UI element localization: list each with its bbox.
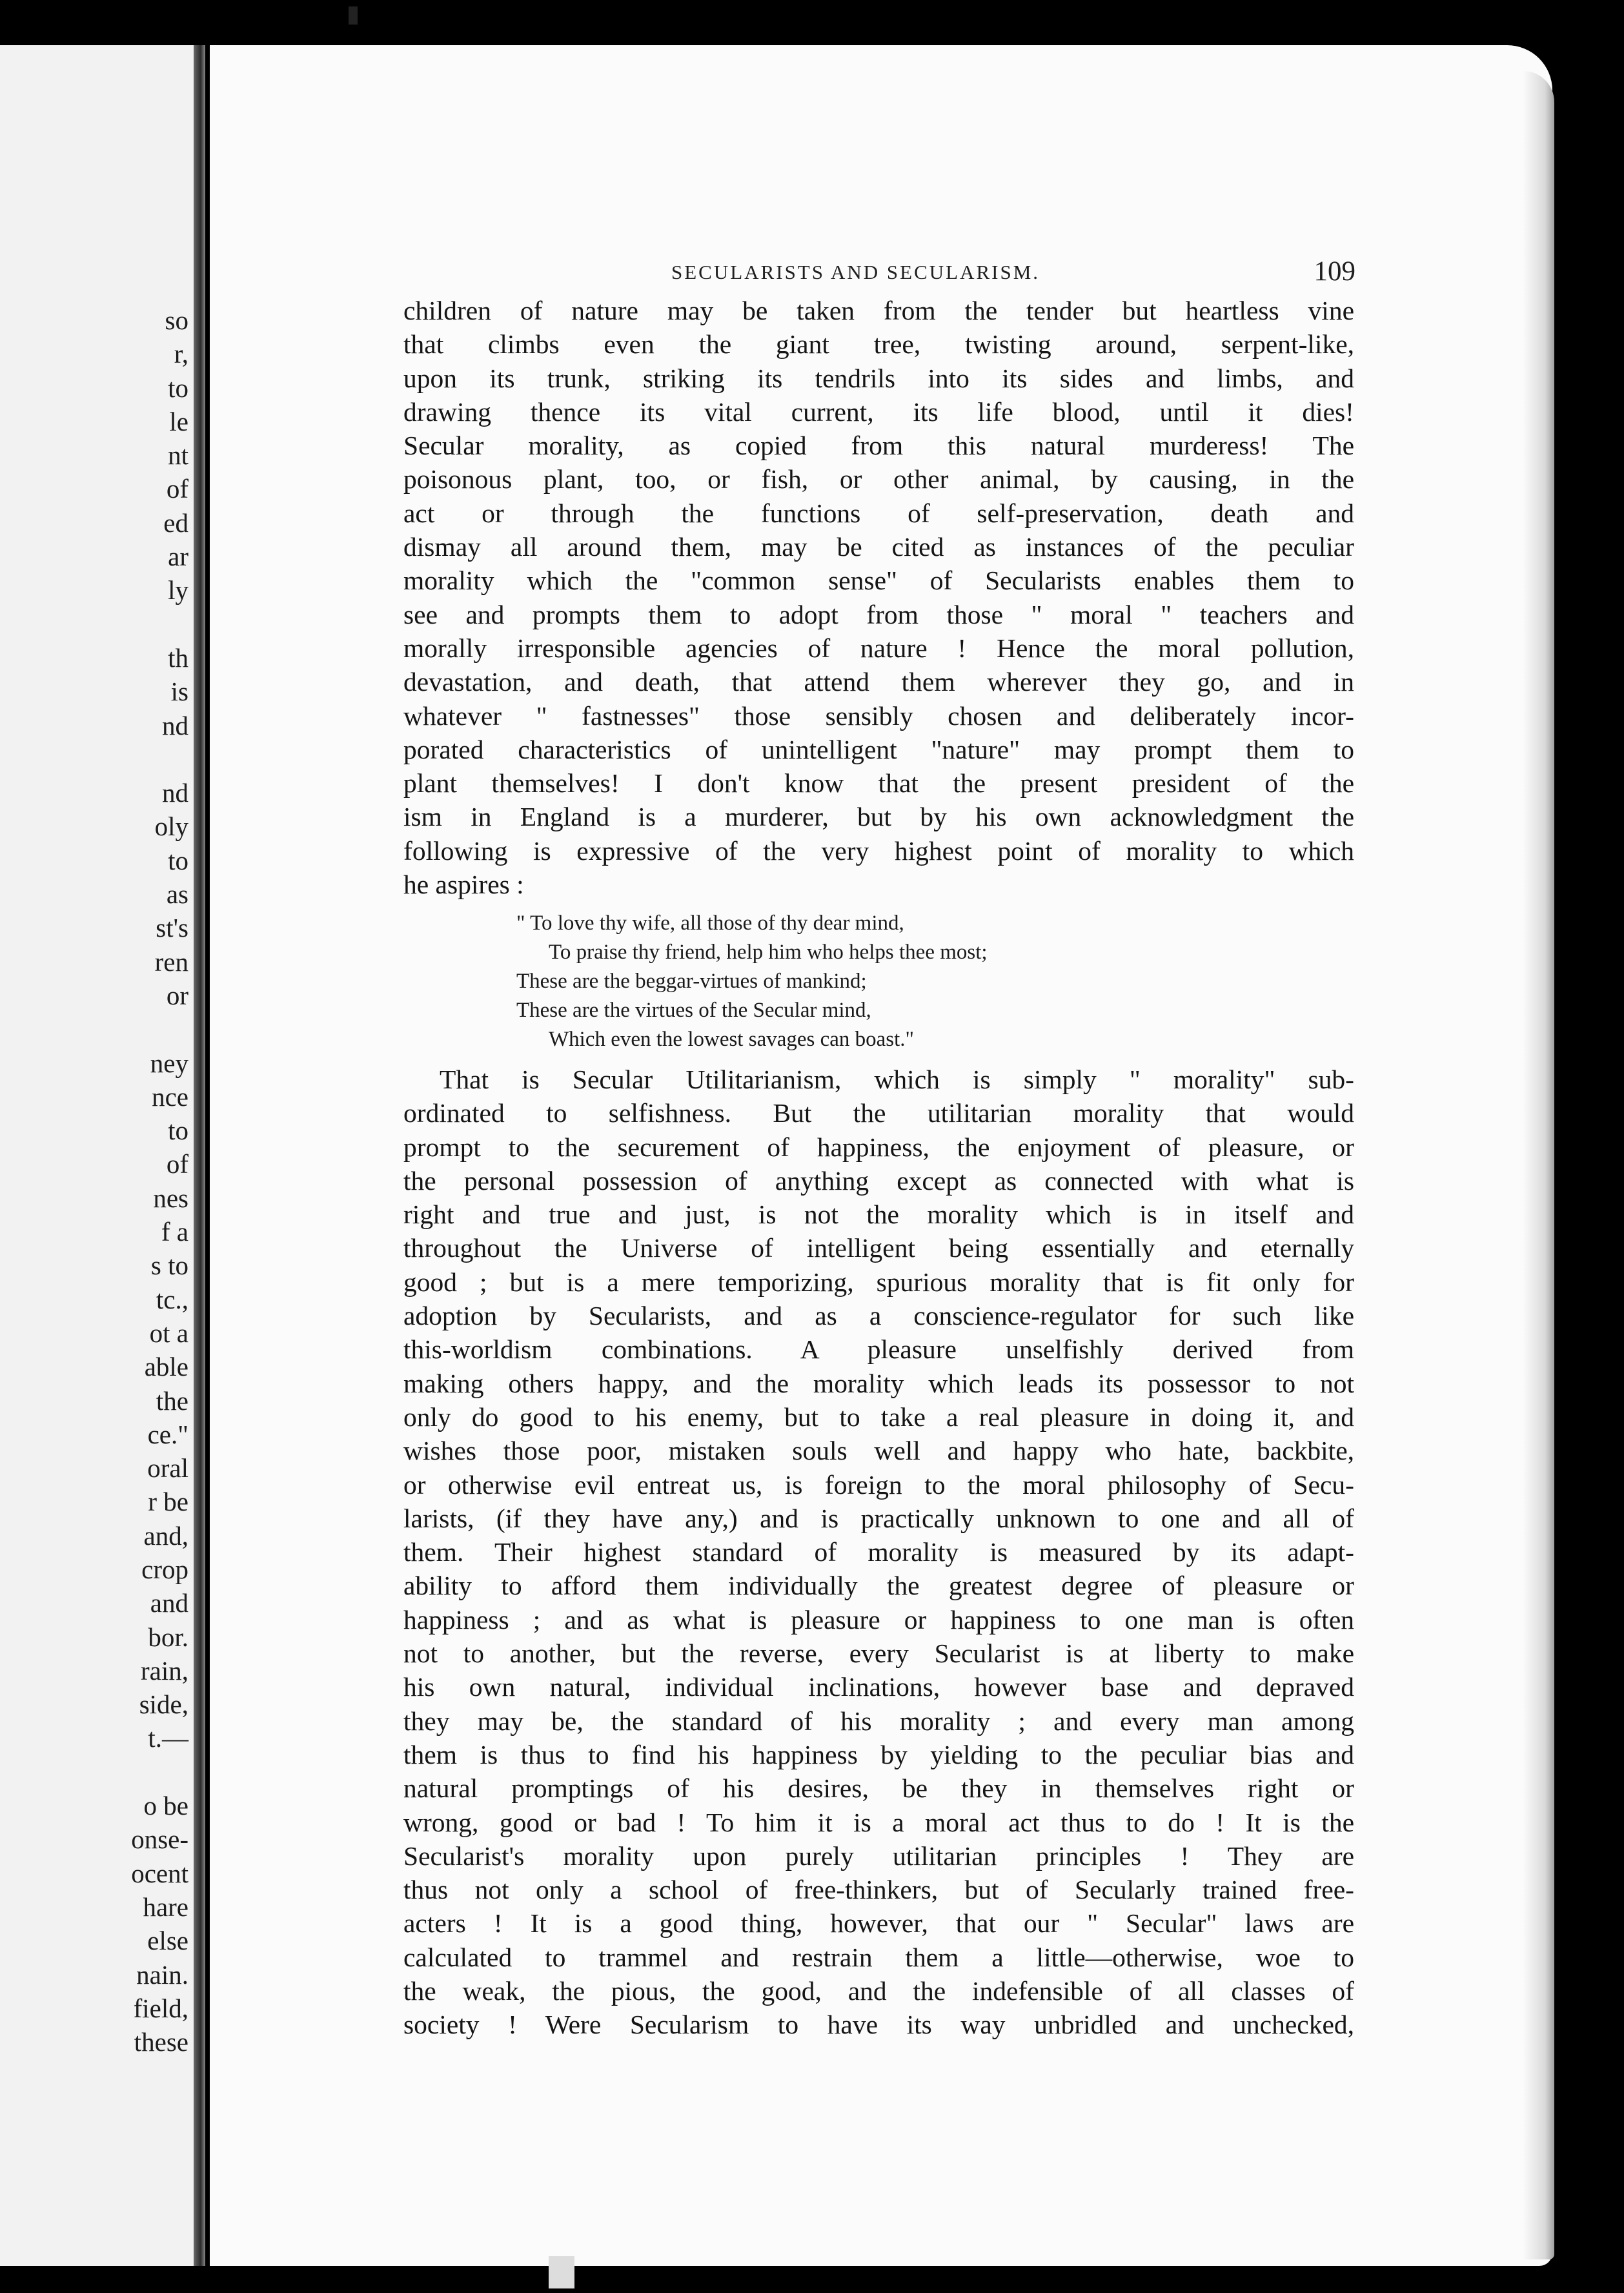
text-line: society ! Were Secularism to have its way unbridled and unchecked,: [403, 2010, 1354, 2040]
text-line: good ; but is a mere temporizing, spurious morality that is fit only for: [403, 1267, 1354, 1297]
text-line: ocent: [131, 1858, 188, 1888]
text-line: else: [147, 1926, 188, 1956]
text-line: That is Secular Utilitarianism, which is simply " morality" sub-: [440, 1065, 1354, 1094]
text-line: ce.": [147, 1419, 188, 1449]
text-line: [0, 607, 194, 641]
text-line: children of nature may be taken from the tender but heartless vine: [403, 296, 1354, 325]
text-line: his own natural, individual inclinations, however base and depraved: [403, 1672, 1354, 1702]
verse-line: These are the virtues of the Secular mind,: [516, 999, 871, 1022]
text-line: ability to afford them individually the greatest degree of pleasure or: [403, 1571, 1354, 1601]
text-line: devastation, and death, that attend them wherever they go, and in: [403, 667, 1354, 697]
scan-speck: [349, 6, 358, 25]
text-line: and,: [143, 1520, 188, 1551]
left-page-text: [0, 303, 194, 2059]
text-line: hare: [143, 1891, 188, 1922]
paragraph-2: [403, 1063, 1354, 2042]
text-line: as: [166, 879, 188, 910]
text-line: ordinated to selfishness. But the utilitarian morality that would: [403, 1098, 1354, 1128]
paragraph-1: [403, 294, 1354, 901]
text-line: following is expressive of the very highest point of morality to which: [403, 835, 1354, 866]
book-gutter: [194, 45, 205, 2266]
text-line: Secularist's morality upon purely utilitarian principles ! They are: [403, 1840, 1354, 1871]
text-line: calculated to trammel and restrain them a little—otherwise, woe to: [403, 1942, 1354, 1972]
text-line: nd: [162, 710, 188, 740]
text-line: wishes those poor, mistaken souls well and happy who hate, backbite,: [403, 1436, 1354, 1466]
text-line: side,: [139, 1689, 188, 1720]
text-line: larists, (if they have any,) and is practically unknown to one and all of: [403, 1503, 1354, 1533]
text-line: adoption by Secularists, and as a conscience-regulator for such like: [403, 1301, 1354, 1331]
text-line: upon its trunk, striking its tendrils into its sides and limbs, and: [403, 363, 1354, 393]
text-line: right and true and just, is not the morality which is in itself and: [403, 1199, 1354, 1230]
text-line: the weak, the pious, the good, and the indefensible of all classes of: [403, 1976, 1354, 2006]
text-line: drawing thence its vital current, its life blood, until it dies!: [403, 396, 1354, 427]
text-line: ren: [154, 946, 188, 977]
text-line: or: [166, 980, 188, 1010]
text-line: them. Their highest standard of morality is measured by its adapt-: [403, 1537, 1354, 1567]
text-line: tc.,: [156, 1284, 188, 1314]
text-line: happiness ; and as what is pleasure or happiness to one man is often: [403, 1604, 1354, 1635]
text-line: to: [168, 372, 188, 403]
text-line: so: [165, 305, 188, 335]
text-line: acters ! It is a good thing, however, that our " Secular" laws are: [403, 1908, 1354, 1939]
text-line: t.—: [148, 1723, 188, 1753]
verse-line: These are the beggar-virtues of mankind;: [516, 970, 867, 993]
text-line: ar: [168, 542, 188, 572]
text-line: s to: [150, 1250, 188, 1281]
text-line: le: [169, 406, 188, 436]
text-line: crop: [141, 1554, 188, 1584]
text-line: [0, 1012, 194, 1046]
text-line: making others happy, and the morality which leads its possessor to not: [403, 1368, 1354, 1398]
text-line: nd: [162, 778, 188, 808]
text-line: the personal possession of anything except as connected with what is: [403, 1165, 1354, 1196]
text-line: plant themselves! I don't know that the present president of the: [403, 768, 1354, 799]
text-line: natural promptings of his desires, be they in themselves right or: [403, 1773, 1354, 1804]
text-line: prompt to the securement of happiness, the enjoyment of pleasure, or: [403, 1132, 1354, 1162]
text-line: field,: [133, 1993, 188, 2023]
text-line: of: [166, 474, 188, 504]
text-line: ed: [163, 507, 188, 538]
text-line: poisonous plant, too, or fish, or other animal, by causing, in the: [403, 464, 1354, 494]
text-line: of: [166, 1149, 188, 1179]
text-line: o be: [143, 1791, 188, 1821]
text-line: nain.: [136, 1959, 188, 1990]
page-number: 109: [1314, 256, 1355, 287]
text-line: [0, 1755, 194, 1789]
text-line: that climbs even the giant tree, twisting around, serpent-like,: [403, 329, 1354, 360]
text-line: they may be, the standard of his morality ; and every man among: [403, 1706, 1354, 1736]
text-line: or otherwise evil entreat us, is foreign to the moral philosophy of Secu-: [403, 1469, 1354, 1500]
text-line: nes: [153, 1183, 188, 1213]
text-line: ly: [168, 575, 188, 606]
text-line: throughout the Universe of intelligent being essentially and eternally: [403, 1233, 1354, 1263]
text-line: the: [156, 1385, 188, 1416]
text-line: Secular morality, as copied from this natural murderess! The: [403, 431, 1354, 461]
text-line: not to another, but the reverse, every Secularist is at liberty to make: [403, 1638, 1354, 1669]
text-line: [0, 742, 194, 776]
text-line: dismay all around them, may be cited as instances of the peculiar: [403, 532, 1354, 562]
running-head: [400, 256, 1355, 289]
text-line: porated characteristics of unintelligent "nature" may prompt them to: [403, 734, 1354, 764]
text-line: is: [170, 677, 188, 707]
page-edge: [1523, 71, 1554, 2259]
text-line: thus not only a school of free-thinkers, but of Secularly trained free-: [403, 1875, 1354, 1905]
text-line: act or through the functions of self-preservation, death and: [403, 498, 1354, 528]
text-line: whatever " fastnesses" those sensibly chosen and deliberately incor-: [403, 700, 1354, 731]
running-head-title: SECULARISTS AND SECULARISM.: [671, 261, 1040, 283]
text-line: to: [168, 1116, 188, 1146]
text-line: only do good to his enemy, but to take a real pleasure in doing it, and: [403, 1401, 1354, 1432]
text-line: oly: [154, 811, 188, 842]
text-line: r,: [174, 339, 188, 369]
text-line: nce: [152, 1081, 188, 1112]
verse-line: " To love thy wife, all those of thy dear mind,: [516, 912, 904, 935]
text-line: ney: [150, 1048, 188, 1078]
verse-quotation: [516, 909, 1291, 1054]
text-line: f a: [161, 1217, 188, 1247]
text-line: he aspires :: [403, 870, 524, 900]
text-line: rain,: [141, 1655, 188, 1686]
text-line: able: [144, 1352, 188, 1382]
text-line: onse-: [131, 1824, 188, 1855]
text-line: wrong, good or bad ! To him it is a moral act thus to do ! It is the: [403, 1807, 1354, 1837]
verse-line: Which even the lowest savages can boast.": [549, 1028, 915, 1051]
text-line: ot a: [149, 1318, 188, 1348]
text-line: oral: [147, 1453, 188, 1483]
text-line: bor.: [148, 1622, 188, 1652]
scan-speck: [549, 2256, 574, 2288]
text-line: see and prompts them to adopt from those " moral " teachers and: [403, 599, 1354, 629]
text-line: ism in England is a murderer, but by his own acknowledgment the: [403, 802, 1354, 832]
text-line: th: [168, 642, 188, 673]
text-line: them is thus to find his happiness by yielding to the peculiar bias and: [403, 1739, 1354, 1769]
text-line: this-worldism combinations. A pleasure unselfishly derived from: [403, 1334, 1354, 1365]
verse-line: To praise thy friend, help him who helps thee most;: [549, 941, 988, 964]
text-line: and: [150, 1588, 188, 1618]
text-line: these: [134, 2027, 188, 2057]
text-line: morality which the "common sense" of Secularists enables them to: [403, 566, 1354, 596]
text-line: st's: [156, 913, 188, 943]
text-line: r be: [148, 1487, 188, 1517]
text-line: morally irresponsible agencies of nature ! Hence the moral pollution,: [403, 633, 1354, 663]
text-line: to: [168, 845, 188, 875]
text-line: nt: [168, 440, 188, 471]
